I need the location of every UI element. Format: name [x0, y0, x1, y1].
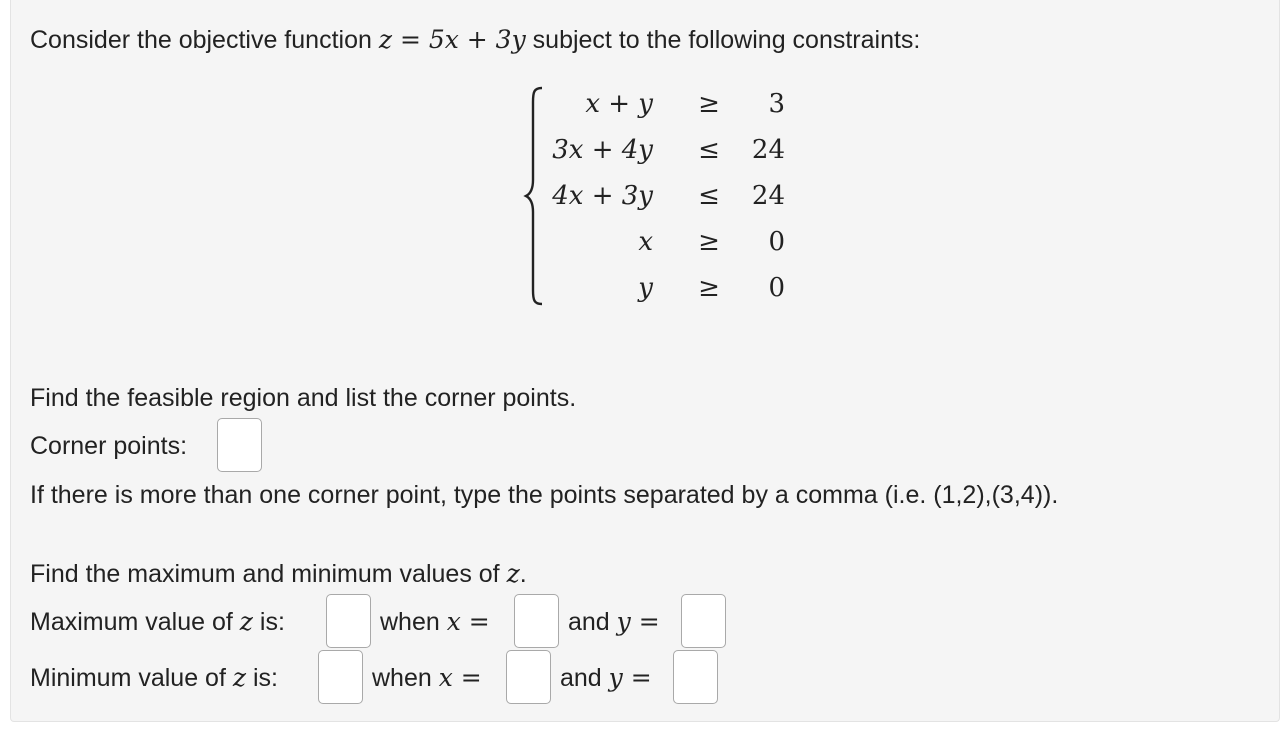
- min-value-label: [30, 663, 278, 693]
- prompt-var: z: [506, 559, 520, 588]
- label-end: is:: [252, 608, 285, 636]
- constraint-relation: ≤: [698, 135, 720, 165]
- max-y-input[interactable]: [681, 594, 726, 648]
- y-var: y: [616, 607, 631, 636]
- max-min-prompt: [30, 559, 527, 589]
- intro-text: [30, 25, 920, 55]
- label-var: z: [239, 607, 253, 636]
- equals-sign: =: [460, 607, 490, 636]
- corner-points-label: Corner points:: [30, 432, 188, 460]
- intro-before: Consider the objective function: [30, 26, 379, 54]
- constraint-rhs: 24: [751, 181, 785, 211]
- intro-after: subject to the following constraints:: [525, 26, 921, 54]
- x-var: x: [438, 663, 453, 692]
- equals-sign: =: [622, 663, 652, 692]
- constraint-lhs: 4x + 3y: [552, 181, 653, 211]
- max-value-input[interactable]: [326, 594, 371, 648]
- label-text: Minimum value of: [30, 664, 233, 692]
- constraint-row: [523, 222, 803, 262]
- constraint-rhs: 24: [751, 135, 785, 165]
- objective-function: z = 5x + 3y: [378, 25, 526, 54]
- max-value-label: [30, 607, 285, 637]
- and-text: and: [560, 664, 609, 692]
- prompt-end: .: [519, 560, 527, 588]
- equals-sign: =: [630, 607, 660, 636]
- min-when-label: [372, 663, 482, 693]
- max-and-label: [568, 607, 660, 637]
- when-text: when: [380, 608, 447, 636]
- when-text: when: [372, 664, 439, 692]
- min-value-input[interactable]: [318, 650, 363, 704]
- constraint-relation: ≤: [698, 181, 720, 211]
- constraint-row: [523, 130, 803, 170]
- constraint-lhs: 3x + 4y: [552, 135, 653, 165]
- min-and-label: [560, 663, 652, 693]
- max-when-label: [380, 607, 490, 637]
- and-text: and: [568, 608, 617, 636]
- constraint-lhs: x + y: [585, 89, 653, 119]
- constraint-row: [523, 176, 803, 216]
- question-panel: [10, 0, 1280, 722]
- constraint-row: [523, 268, 803, 308]
- constraint-lhs: y: [638, 273, 653, 303]
- constraint-rhs: 3: [768, 89, 785, 119]
- feasible-region-prompt: Find the feasible region and list the corner points.: [30, 384, 577, 412]
- min-x-input[interactable]: [506, 650, 551, 704]
- prompt-text: Find the maximum and minimum values of: [30, 560, 507, 588]
- constraint-rhs: 0: [768, 227, 785, 257]
- constraint-relation: ≥: [698, 89, 720, 119]
- constraint-row: [523, 84, 803, 124]
- corner-points-input[interactable]: [217, 418, 262, 472]
- corner-points-hint: If there is more than one corner point, type the points separated by a comma (i.e. (1,2),(3,4)).: [30, 481, 1059, 509]
- label-end: is:: [246, 664, 278, 692]
- constraint-relation: ≥: [698, 227, 720, 257]
- constraint-lhs: x: [638, 227, 653, 257]
- constraint-rhs: 0: [768, 273, 785, 303]
- max-x-input[interactable]: [514, 594, 559, 648]
- label-text: Maximum value of: [30, 608, 240, 636]
- label-var: z: [232, 663, 247, 692]
- equals-sign: =: [452, 663, 482, 692]
- constraint-system: [523, 84, 803, 314]
- constraint-relation: ≥: [698, 273, 720, 303]
- x-var: x: [446, 607, 461, 636]
- y-var: y: [608, 663, 623, 692]
- min-y-input[interactable]: [673, 650, 718, 704]
